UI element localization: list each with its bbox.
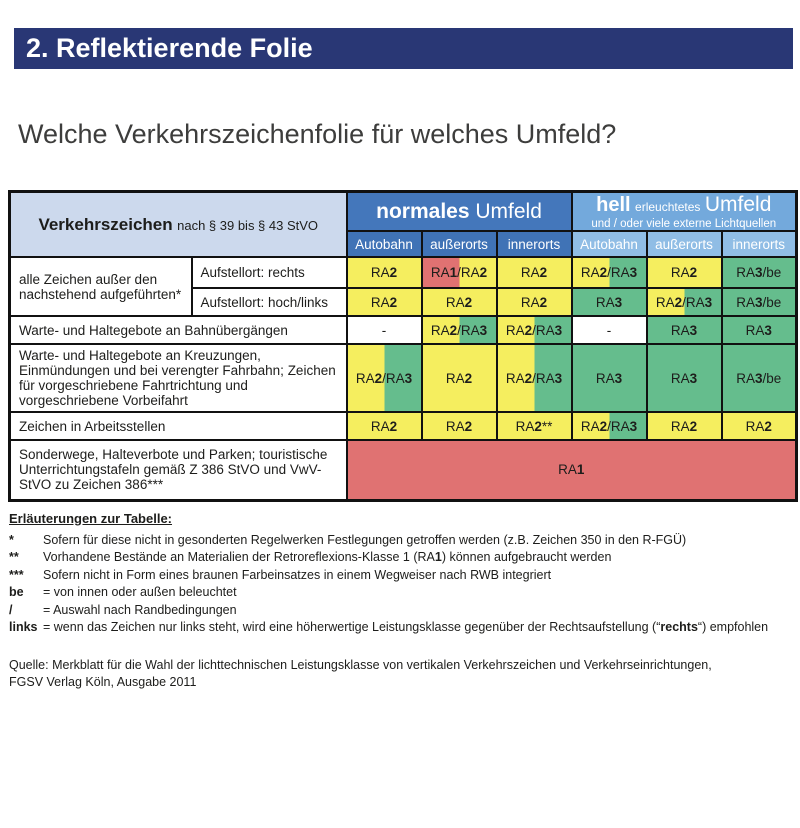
note-item bbox=[9, 584, 800, 602]
header-normales-umfeld bbox=[347, 192, 572, 232]
col-header-autobahn-hell: Autobahn bbox=[572, 231, 647, 257]
row-label-kreuzungen: Warte- und Haltegebote an Kreuzungen, Einmündungen und bei verengter Fahrbahn; Zeichen für vorgeschriebene Fahrtrichtung und vorgeschriebene Vorbeifahrt bbox=[10, 344, 347, 412]
note-item bbox=[9, 567, 800, 585]
hell-big: Umfeld bbox=[704, 193, 772, 216]
hell-header-subline: und / oder viele externe Lichtquellen bbox=[591, 218, 777, 230]
row-sublabel-hoch-links: Aufstellort: hoch/links bbox=[192, 288, 347, 316]
ra-cell: RA3 bbox=[572, 344, 647, 412]
ra-cell-ra1-span: RA1 bbox=[347, 440, 797, 500]
ra-cell: RA2/RA3 bbox=[572, 257, 647, 288]
source-line-2: FGSV Verlag Köln, Ausgabe 2011 bbox=[9, 674, 197, 689]
col-header-innerorts-normal: innerorts bbox=[497, 231, 572, 257]
ra-cell: RA3 bbox=[647, 344, 722, 412]
ra-cell: RA2/RA3 bbox=[572, 412, 647, 440]
normales-rest: Umfeld bbox=[475, 199, 542, 223]
page-title: 2. Reflektierende Folie bbox=[26, 33, 313, 63]
note-text: = Auswahl nach Randbedingungen bbox=[43, 602, 237, 617]
note-text: Vorhandene Bestände an Materialien der Retroreflexions-Klasse 1 (RA1) können aufgebraucht werden bbox=[43, 550, 612, 564]
ra-cell: RA2 bbox=[347, 288, 422, 316]
ra-cell: RA2/RA3 bbox=[647, 288, 722, 316]
ra-cell: RA3 bbox=[647, 316, 722, 344]
page-title-bar bbox=[14, 28, 793, 69]
note-marker: / bbox=[9, 602, 13, 617]
row-bahnuebergaenge bbox=[10, 316, 797, 344]
ra-cell: RA3 bbox=[572, 288, 647, 316]
header-row bbox=[10, 192, 797, 232]
row-group-label-alle-zeichen: alle Zeichen außer den nachstehend aufgeführten* bbox=[10, 257, 192, 316]
col-header-autobahn-normal: Autobahn bbox=[347, 231, 422, 257]
notes-heading: Erläuterungen zur Tabelle: bbox=[9, 510, 173, 526]
ra-cell: RA2 bbox=[422, 288, 497, 316]
ra-cell: RA2 bbox=[647, 412, 722, 440]
col-header-ausserorts-hell: außerorts bbox=[647, 231, 722, 257]
ra-cell: RA2 bbox=[722, 412, 797, 440]
ra-cell: RA2** bbox=[497, 412, 572, 440]
note-text: Sofern für diese nicht in gesonderten Regelwerken Festlegungen getroffen werden (z.B. Zeichen 350 in den R-FGÜ) bbox=[43, 532, 687, 547]
note-marker: ** bbox=[9, 550, 19, 564]
ra-cell: RA3/be bbox=[722, 257, 797, 288]
row-label-bahnuebergaenge: Warte- und Haltegebote an Bahnübergängen bbox=[10, 316, 347, 344]
ra-cell: RA2 bbox=[647, 257, 722, 288]
normales-bold: normales bbox=[376, 199, 470, 223]
ra-cell: RA2 bbox=[347, 257, 422, 288]
ra-cell: RA2 bbox=[497, 288, 572, 316]
ra-cell: RA3 bbox=[722, 316, 797, 344]
row-kreuzungen bbox=[10, 344, 797, 412]
hell-bold: hell bbox=[596, 194, 631, 216]
ra-cell: RA3/be bbox=[722, 344, 797, 412]
note-text: Sofern nicht in Form eines braunen Farbeinsatzes in einem Wegweiser nach RWB integriert bbox=[43, 567, 552, 582]
row-label-sonderwege: Sonderwege, Halteverbote und Parken; touristische Unterrichtungstafeln gemäß Z 386 StVO und VwV-StVO zu Zeichen 386*** bbox=[10, 440, 347, 500]
folie-umfeld-table bbox=[8, 190, 798, 502]
note-item bbox=[9, 619, 800, 637]
ra-cell: RA2/RA3 bbox=[422, 316, 497, 344]
row-sonderwege bbox=[10, 440, 797, 500]
ra-cell: RA1/RA2 bbox=[422, 257, 497, 288]
ra-cell: RA2/RA3 bbox=[347, 344, 422, 412]
note-item bbox=[9, 549, 800, 567]
source-line-1: Quelle: Merkblatt für die Wahl der lichttechnischen Leistungsklasse von vertikalen Verkehrszeichen und Verkehrseinrichtungen, bbox=[9, 657, 712, 672]
corner-header-bold: Verkehrszeichen bbox=[38, 214, 173, 234]
note-marker: * bbox=[9, 532, 14, 547]
ra-cell: - bbox=[572, 316, 647, 344]
ra-cell: RA2/RA3 bbox=[497, 316, 572, 344]
hell-small: erleuchtetes bbox=[635, 200, 701, 214]
note-text: = von innen oder außen beleuchtet bbox=[43, 585, 237, 599]
source-reference bbox=[9, 657, 800, 691]
hell-header-line1 bbox=[573, 193, 796, 217]
corner-header-rest: nach § 39 bis § 43 StVO bbox=[177, 217, 319, 233]
ra-cell: RA2 bbox=[422, 344, 497, 412]
note-item bbox=[9, 532, 800, 550]
col-header-innerorts-hell: innerorts bbox=[722, 231, 797, 257]
row-aufstellort-rechts bbox=[10, 257, 797, 288]
row-sublabel-rechts: Aufstellort: rechts bbox=[192, 257, 347, 288]
note-item bbox=[9, 602, 800, 620]
page-subtitle: Welche Verkehrszeichenfolie für welches Umfeld? bbox=[18, 119, 617, 149]
ra-cell: RA3/be bbox=[722, 288, 797, 316]
col-header-ausserorts-normal: außerorts bbox=[422, 231, 497, 257]
header-hell-umfeld bbox=[572, 192, 797, 232]
note-marker: links bbox=[9, 620, 38, 634]
corner-header-verkehrszeichen bbox=[10, 192, 347, 258]
table-notes bbox=[9, 511, 800, 637]
row-label-arbeitsstellen: Zeichen in Arbeitsstellen bbox=[10, 412, 347, 440]
ra-cell: RA2 bbox=[422, 412, 497, 440]
ra-cell: RA2/RA3 bbox=[497, 344, 572, 412]
note-marker: be bbox=[9, 585, 24, 599]
ra-cell: RA2 bbox=[347, 412, 422, 440]
ra-cell: RA2 bbox=[497, 257, 572, 288]
note-text: = wenn das Zeichen nur links steht, wird eine höherwertige Leistungsklasse gegenüber der Rechtsaufstellung (“rechts“) empfohlen bbox=[43, 620, 769, 634]
note-marker: *** bbox=[9, 567, 24, 582]
row-arbeitsstellen bbox=[10, 412, 797, 440]
ra-cell: - bbox=[347, 316, 422, 344]
